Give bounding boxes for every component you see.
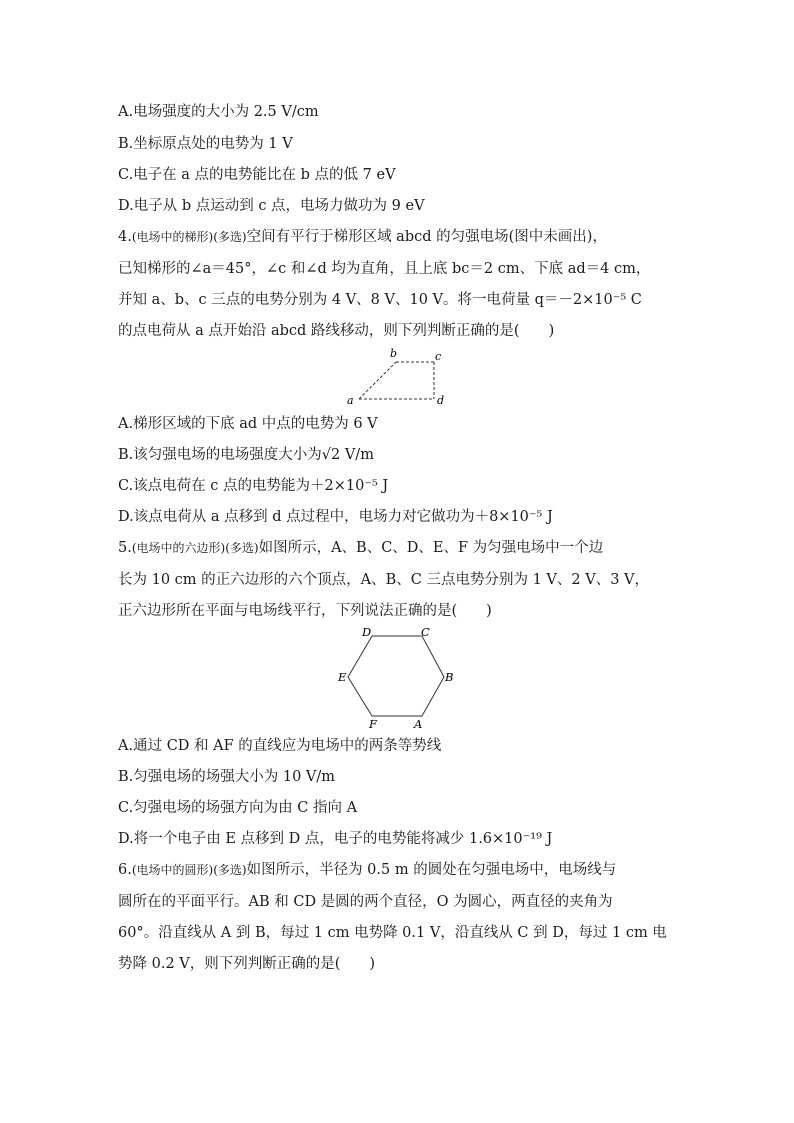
q4-tag: (电场中的梯形)(多选) — [131, 230, 247, 244]
q4-number: 4. — [118, 229, 132, 245]
q4-stem-text-1: 空间有平行于梯形区域 abcd 的匀强电场(图中未画出)， — [246, 229, 607, 245]
q5-tag: (电场中的六边形)(多选) — [131, 541, 259, 555]
hexagon-label-e: E — [338, 670, 347, 684]
trapezoid-label-a: a — [347, 394, 354, 406]
q3-option-a: A.电场强度的大小为 2.5 V/cm — [118, 104, 319, 120]
hexagon-label-c: C — [421, 625, 430, 639]
hexagon-label-d: D — [362, 625, 372, 639]
trapezoid-figure — [340, 346, 452, 406]
regular-hexagon — [348, 636, 444, 716]
q4-option-c: C.该点电荷在 c 点的电势能为＋2×10⁻⁵ J — [118, 478, 389, 494]
q6-number: 6. — [118, 862, 132, 878]
trapezoid-side-ab — [359, 362, 396, 399]
q6-stem-line-4: 势降 0.2 V，则下列判断正确的是( ) — [118, 956, 376, 972]
q4-option-d: D.该点电荷从 a 点移到 d 点过程中，电场力对它做功为＋8×10⁻⁵ J — [118, 509, 553, 525]
hexagon-figure — [334, 622, 464, 734]
hexagon-label-f: F — [369, 717, 377, 731]
q4-stem-line-1 — [118, 224, 678, 250]
q5-option-b: B.匀强电场的场强大小为 10 V/m — [118, 769, 336, 785]
q6-stem-line-3: 60°。沿直线从 A 到 B，每过 1 cm 电势降 0.1 V，沿直线从 C 到 D，每过 1 cm 电 — [118, 925, 667, 941]
q4-stem-line-3: 并知 a、b、c 三点的电势分别为 4 V、8 V、10 V。将一电荷量 q＝－2×10⁻⁵ C — [118, 292, 642, 308]
q3-option-b: B.坐标原点处的电势为 1 V — [118, 136, 293, 152]
q6-tag: (电场中的圆形)(多选) — [131, 863, 247, 877]
q5-stem-line-3: 正六边形所在平面与电场线平行，下列说法正确的是( ) — [118, 603, 492, 619]
q4-stem-line-4: 的点电荷从 a 点开始沿 abcd 路线移动，则下列判断正确的是( ) — [118, 323, 555, 339]
q3-option-d: D.电子从 b 点运动到 c 点，电场力做功为 9 eV — [118, 198, 425, 214]
q4-stem-line-2: 已知梯形的∠a＝45°，∠c 和∠d 均为直角，且上底 bc＝2 cm、下底 ad＝4 cm， — [118, 261, 651, 277]
q5-number: 5. — [118, 540, 132, 556]
q5-option-d: D.将一个电子由 E 点移到 D 点，电子的电势能将减少 1.6×10⁻¹⁹ J — [118, 831, 553, 847]
hexagon-label-b: B — [445, 670, 454, 684]
q5-stem-text-1: 如图所示，A、B、C、D、E、F 为匀强电场中一个边 — [258, 540, 604, 556]
q4-option-a: A.梯形区域的下底 ad 中点的电势为 6 V — [118, 416, 378, 432]
trapezoid-label-d: d — [437, 394, 445, 406]
q6-stem-text-1: 如图所示，半径为 0.5 m 的圆处在匀强电场中，电场线与 — [246, 862, 617, 878]
q5-option-c: C.匀强电场的场强方向为由 C 指向 A — [118, 800, 358, 816]
hexagon-label-a: A — [414, 717, 423, 731]
q3-option-c: C.电子在 a 点的电势能比在 b 点的低 7 eV — [118, 167, 396, 183]
trapezoid-label-c: c — [435, 350, 442, 363]
q4-option-b: B.该匀强电场的电场强度大小为√2 V/m — [118, 447, 374, 463]
trapezoid-label-b: b — [390, 347, 398, 360]
q5-stem-line-2: 长为 10 cm 的正六边形的六个顶点，A、B、C 三点电势分别为 1 V、2 V、3 V， — [118, 572, 650, 588]
q6-stem-line-1 — [118, 857, 678, 883]
q5-stem-line-1 — [118, 535, 678, 561]
q6-stem-line-2: 圆所在的平面平行。AB 和 CD 是圆的两个直径，O 为圆心，两直径的夹角为 — [118, 894, 613, 910]
q5-option-a: A.通过 CD 和 AF 的直线应为电场中的两条等势线 — [118, 738, 442, 754]
